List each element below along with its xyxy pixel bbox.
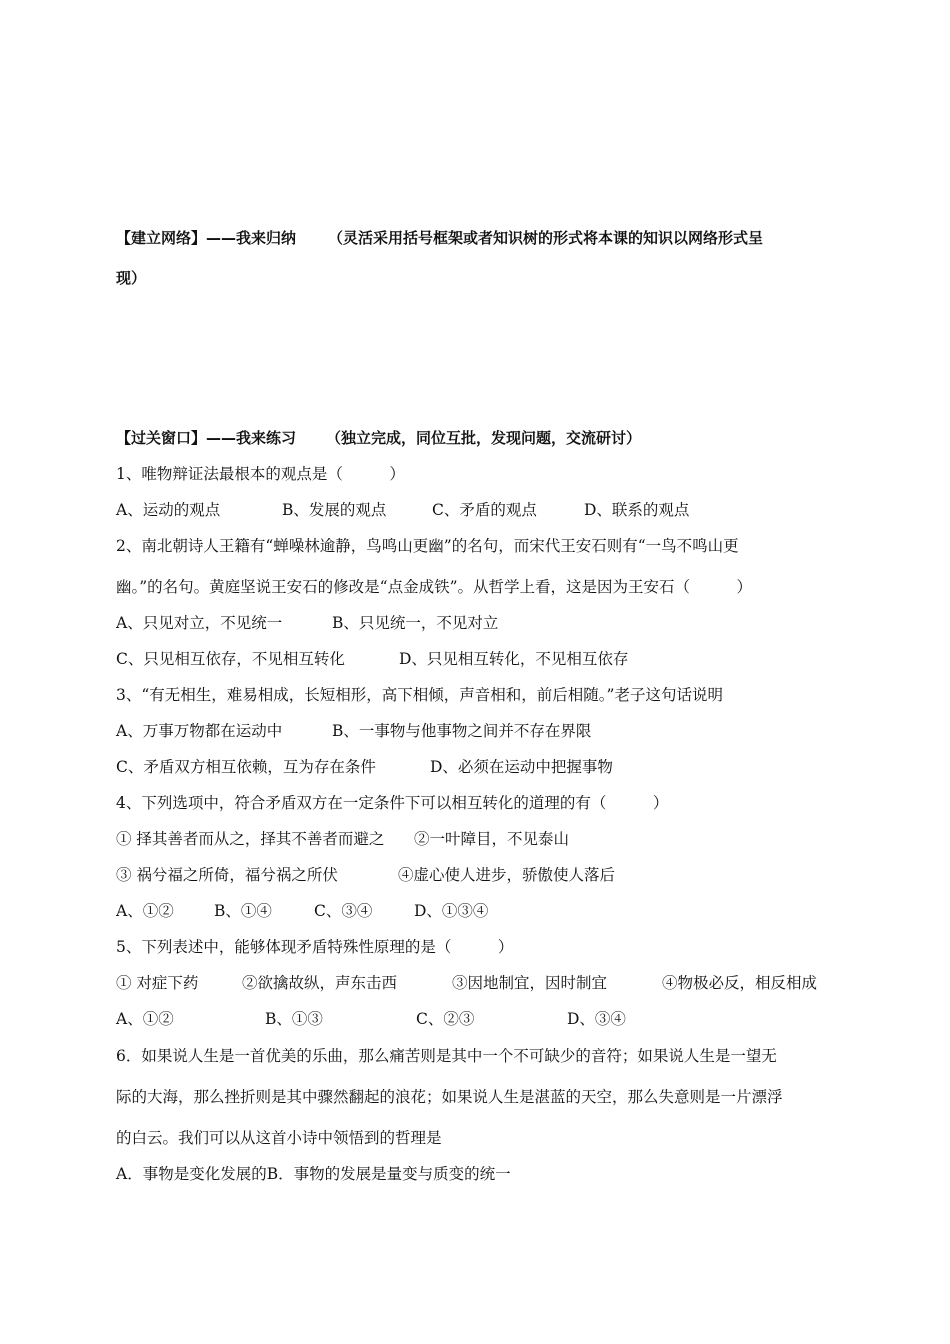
q1-option-a: A、运动的观点: [116, 501, 221, 519]
q2-option-b: B、只见统一，不见对立: [332, 614, 499, 632]
q5-option-d: D、③④: [567, 1010, 626, 1028]
q1-option-b: B、发展的观点: [282, 501, 387, 519]
question-4-stem: 4、下列选项中，符合矛盾双方在一定条件下可以相互转化的道理的有（ ）: [116, 794, 669, 812]
q3-option-a: A、万事万物都在运动中: [116, 722, 283, 740]
question-5-options: [116, 1009, 626, 1029]
question-2-stem-line1: 2、南北朝诗人王籍有“蝉噪林逾静，鸟鸣山更幽”的名句，而宋代王安石则有“一鸟不鸣山更: [116, 537, 739, 555]
q3-option-c: C、矛盾双方相互依赖，互为存在条件: [116, 758, 376, 776]
question-6-options-ab: A．事物是变化发展的B．事物的发展是量变与质变的统一: [116, 1165, 511, 1183]
question-1-stem: 1、唯物辩证法最根本的观点是（ ）: [116, 465, 405, 483]
q1-option-d: D、联系的观点: [584, 501, 690, 519]
section-network-instruction-cont: 现）: [116, 269, 147, 287]
q4-item-1: ① 择其善者而从之，择其不善者而避之: [116, 830, 385, 848]
q5-option-c: C、②③: [416, 1010, 475, 1028]
q5-item-3: ③因地制宜，因时制宜: [452, 974, 608, 992]
question-6-stem-line2: 际的大海，那么挫折则是其中骤然翻起的浪花；如果说人生是湛蓝的天空，那么失意则是一片漂浮: [116, 1088, 783, 1106]
question-4-items-12: [116, 829, 569, 849]
q1-option-c: C、矛盾的观点: [432, 501, 537, 519]
question-5-items: [116, 973, 817, 993]
q3-option-d: D、必须在运动中把握事物: [430, 758, 613, 776]
q3-option-b: B、一事物与他事物之间并不存在界限: [332, 722, 592, 740]
q2-option-d: D、只见相互转化，不见相互依存: [399, 650, 629, 668]
q4-option-b: B、①④: [214, 902, 272, 920]
question-3-stem: 3、“有无相生，难易相成，长短相形，高下相倾，声音相和，前后相随。”老子这句话说明: [116, 686, 723, 704]
q5-option-b: B、①③: [265, 1010, 323, 1028]
q5-option-a: A、①②: [116, 1010, 174, 1028]
section-network-heading: 【建立网络】——我来归纳: [116, 229, 297, 247]
question-2-options-ab: [116, 613, 498, 633]
section-network-heading-line: [116, 228, 763, 248]
question-6-stem-line1: 6．如果说人生是一首优美的乐曲，那么痛苦则是其中一个不可缺少的音符；如果说人生是一望无: [116, 1047, 777, 1065]
question-2-stem-line2: 幽。”的名句。黄庭坚说王安石的修改是“点金成铁”。从哲学上看，这是因为王安石（ ）: [116, 578, 753, 596]
question-6-stem-line3: 的白云。我们可以从这首小诗中领悟到的哲理是: [116, 1129, 442, 1147]
question-5-stem: 5、下列表述中，能够体现矛盾特殊性原理的是（ ）: [116, 938, 514, 956]
q4-item-2: ②一叶障目，不见泰山: [414, 830, 570, 848]
q5-item-1: ① 对症下药: [116, 974, 199, 992]
question-3-options-cd: [116, 757, 613, 777]
section-network-instruction: （灵活采用括号框架或者知识树的形式将本课的知识以网络形式呈: [328, 229, 764, 247]
question-4-items-34: [116, 865, 615, 885]
question-3-options-ab: [116, 721, 591, 741]
q4-option-c: C、③④: [314, 902, 373, 920]
question-1-options: [116, 500, 689, 520]
section-practice-instruction: （独立完成，同位互批，发现问题，交流研讨）: [326, 429, 642, 447]
question-4-options: [116, 901, 488, 921]
q5-item-2: ②欲擒故纵，声东击西: [242, 974, 398, 992]
q4-option-a: A、①②: [116, 902, 174, 920]
section-practice-heading: 【过关窗口】——我来练习: [116, 429, 297, 447]
q4-item-3: ③ 祸兮福之所倚，福兮祸之所伏: [116, 866, 338, 884]
question-2-options-cd: [116, 649, 628, 669]
section-practice-heading-line: [116, 428, 641, 448]
q2-option-a: A、只见对立，不见统一: [116, 614, 283, 632]
q4-option-d: D、①③④: [414, 902, 489, 920]
q4-item-4: ④虚心使人进步，骄傲使人落后: [398, 866, 616, 884]
q2-option-c: C、只见相互依存，不见相互转化: [116, 650, 345, 668]
q5-item-4: ④物极必反，相反相成: [662, 974, 818, 992]
